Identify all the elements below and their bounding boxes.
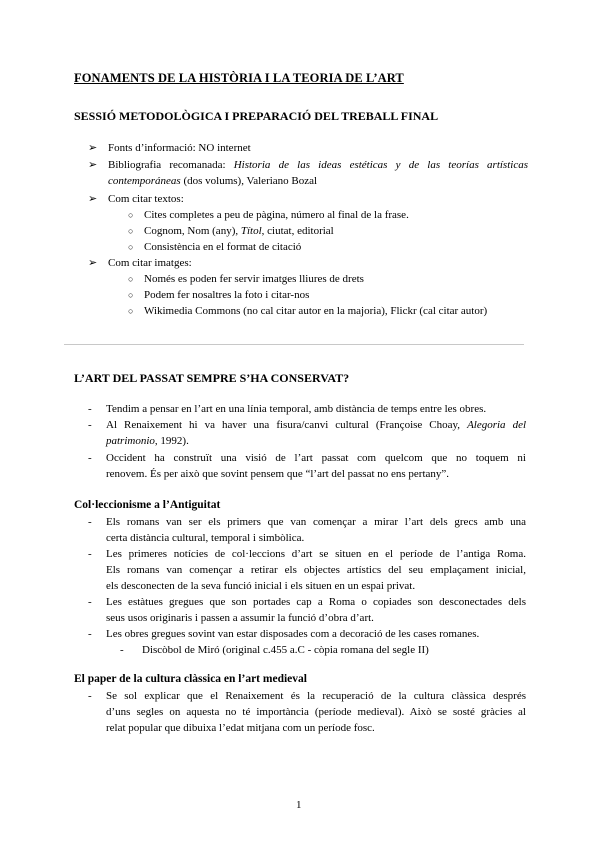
bib-prefix: Bibliografia recomanada:: [108, 159, 234, 171]
sub-bullet-own-photo: ○ Podem fer nosaltres la foto i citar-nos: [128, 289, 310, 301]
circle-bullet-icon: ○: [128, 226, 134, 236]
circle-bullet-icon: ○: [128, 210, 134, 220]
circle-bullet-icon: ○: [128, 290, 134, 300]
arrow-bullet-icon: ➢: [88, 193, 98, 205]
bib-suffix: (dos volums), Valeriano Bozal: [180, 175, 318, 187]
document-title: FONAMENTS DE LA HISTÒRIA I LA TEORIA DE L’ART: [74, 71, 404, 85]
circle-bullet-icon: ○: [128, 306, 134, 316]
bib-book-title: Historia de las ideas estéticas y de las teorías artísticas: [233, 159, 528, 171]
sub-bullet-consistency: ○ Consistència en el format de citació: [128, 241, 302, 253]
list-item: - Les obres gregues sovint van estar disposades com a decoració de les cases romanes.: [88, 628, 480, 640]
list-item: - Les primeres notícies de col·leccions d’art se situen en el període de l’antiga Roma. Els romans van començar a retirar els objectes artístics del seu emplaçament inicial, els desconecten de la seva funció inicial i els situen en un espai privat.: [88, 548, 526, 592]
list-item: - Al Renaixement hi va haver una fisura/canvi cultural (Françoise Choay, Alegoria del patrimonio, 1992).: [88, 419, 527, 447]
sub-bullet-cites: ○ Cites completes a peu de pàgina, número al final de la frase.: [128, 209, 409, 221]
bib-book-title-cont: contemporáneas: [108, 175, 181, 187]
circle-bullet-icon: ○: [128, 242, 134, 252]
bullet-bibliography: [88, 157, 528, 189]
list-item: - Els romans van ser els primers que van començar a mirar l’art dels grecs amb una certa distància cultural, temporal i simbòlica.: [88, 516, 526, 544]
list-item: - Occident ha construït una visió de l’art passat com quelcom que no toquem ni renovem. És per això que sovint pensem que “l’art del passat no ens pertany”.: [88, 452, 526, 480]
sub-bullet-format: ○ Cognom, Nom (any), Títol, ciutat, editorial: [128, 225, 334, 237]
sub-bullet-image-rights: ○ Només es poden fer servir imatges lliures de drets: [128, 273, 364, 285]
section-heading-coleccionisme: Col·leccionisme a l’Antiguitat: [74, 499, 221, 511]
page-number: 1: [296, 799, 302, 811]
bullet-text: Com citar textos:: [108, 193, 184, 205]
horizontal-divider: [64, 344, 524, 345]
list-item: - Les estàtues gregues que son portades cap a Roma o copiades son desconectades dels seus usos originaris i passen a assumir la funció d’obra d’art.: [88, 596, 526, 624]
arrow-bullet-icon: ➢: [88, 142, 98, 154]
bullet-text: Fonts d’informació: NO internet: [108, 142, 251, 154]
section-heading-art-passat: L’ART DEL PASSAT SEMPRE S’HA CONSERVAT?: [74, 371, 350, 385]
bullet-fonts: [88, 140, 528, 156]
circle-bullet-icon: ○: [128, 274, 134, 284]
list-item: - Se sol explicar que el Renaixement és la recuperació de la cultura clàssica després d’uns segles on aquesta no té importància (període medieval). Això se sosté gràcies al relat popular que dibuixa l’edat mitjana com un període fosc.: [88, 690, 526, 734]
sub-bullet-sources: ○ Wikimedia Commons (no cal citar autor en la majoria), Flickr (cal citar autor): [128, 305, 488, 317]
document-subtitle: SESSIÓ METODOLÒGICA I PREPARACIÓ DEL TREBALL FINAL: [74, 109, 439, 123]
arrow-bullet-icon: ➢: [88, 159, 98, 171]
bullet-text: Com citar imatges:: [108, 257, 192, 269]
bullet-cite-texts: [88, 191, 528, 207]
sub-list-item: - Discòbol de Miró (original c.455 a.C - còpia romana del segle II): [120, 644, 429, 656]
arrow-bullet-icon: ➢: [88, 257, 98, 269]
section-heading-cultura-classica: El paper de la cultura clàssica en l’art medieval: [74, 673, 307, 685]
bullet-cite-images: [88, 255, 528, 271]
list-item: - Tendim a pensar en l’art en una línia temporal, amb distància de temps entre les obres.: [88, 403, 487, 415]
